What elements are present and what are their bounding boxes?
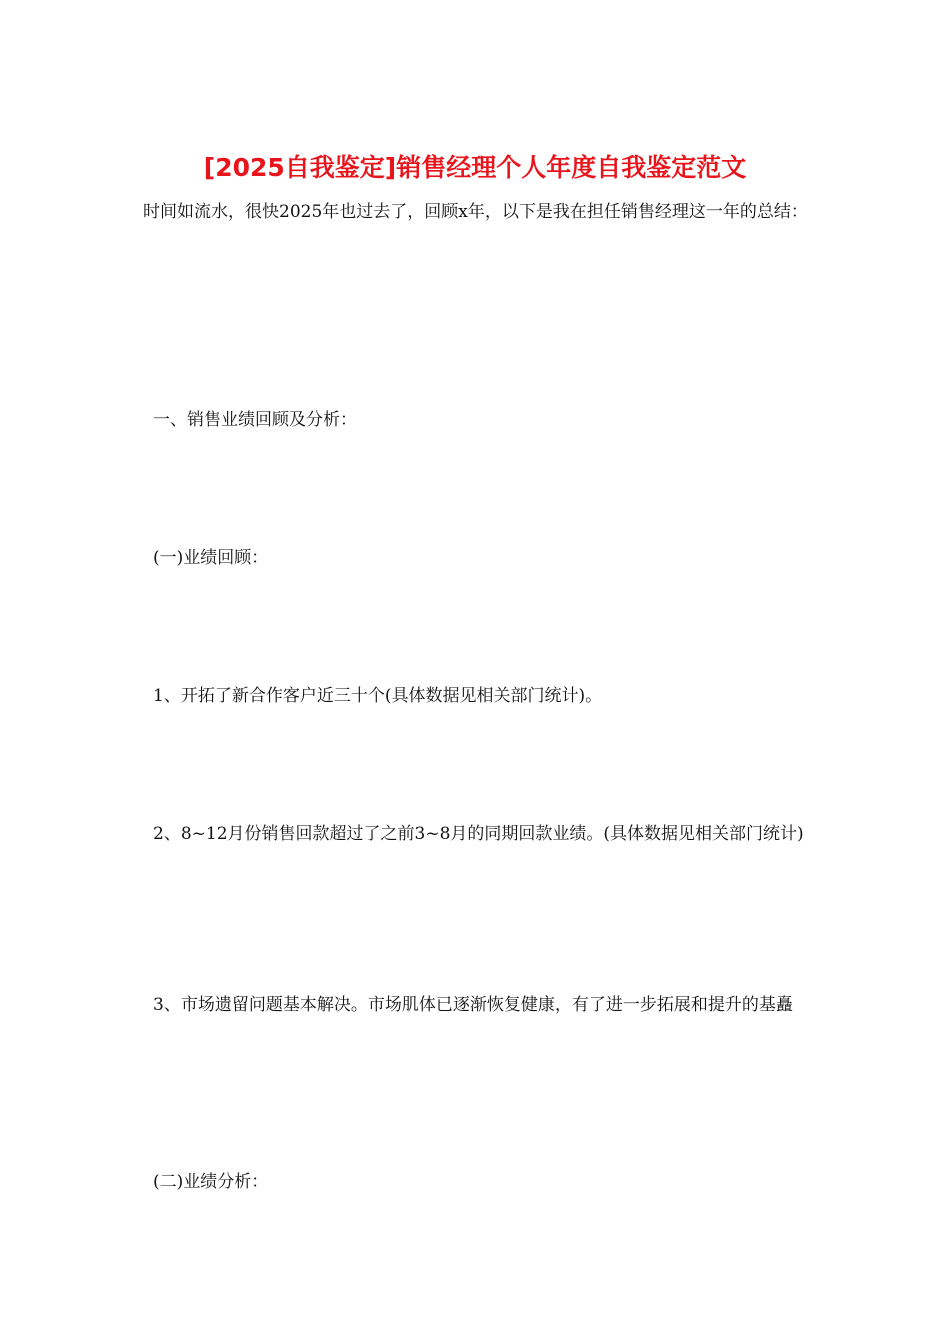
subsection-heading-performance-review: (一)业绩回顾： [153,548,269,568]
list-item-payment-collection: 2、8~12月份销售回款超过了之前3~8月的同期回款业绩。(具体数据见相关部门统计) [153,824,804,844]
subsection-heading-performance-analysis: (二)业绩分析： [153,1172,269,1192]
section-heading-sales-review: 一、销售业绩回顾及分析： [153,410,357,430]
list-item-new-customers: 1、开拓了新合作客户近三十个(具体数据见相关部门统计)。 [153,686,603,706]
list-item-market-issues: 3、市场遗留问题基本解决。市场肌体已逐渐恢复健康，有了进一步拓展和提升的基矗 [153,995,793,1015]
intro-paragraph: 时间如流水，很快2025年也过去了，回顾x年，以下是我在担任销售经理这一年的总结： [143,202,808,222]
document-title: [2025自我鉴定]销售经理个人年度自我鉴定范文 [203,153,747,182]
